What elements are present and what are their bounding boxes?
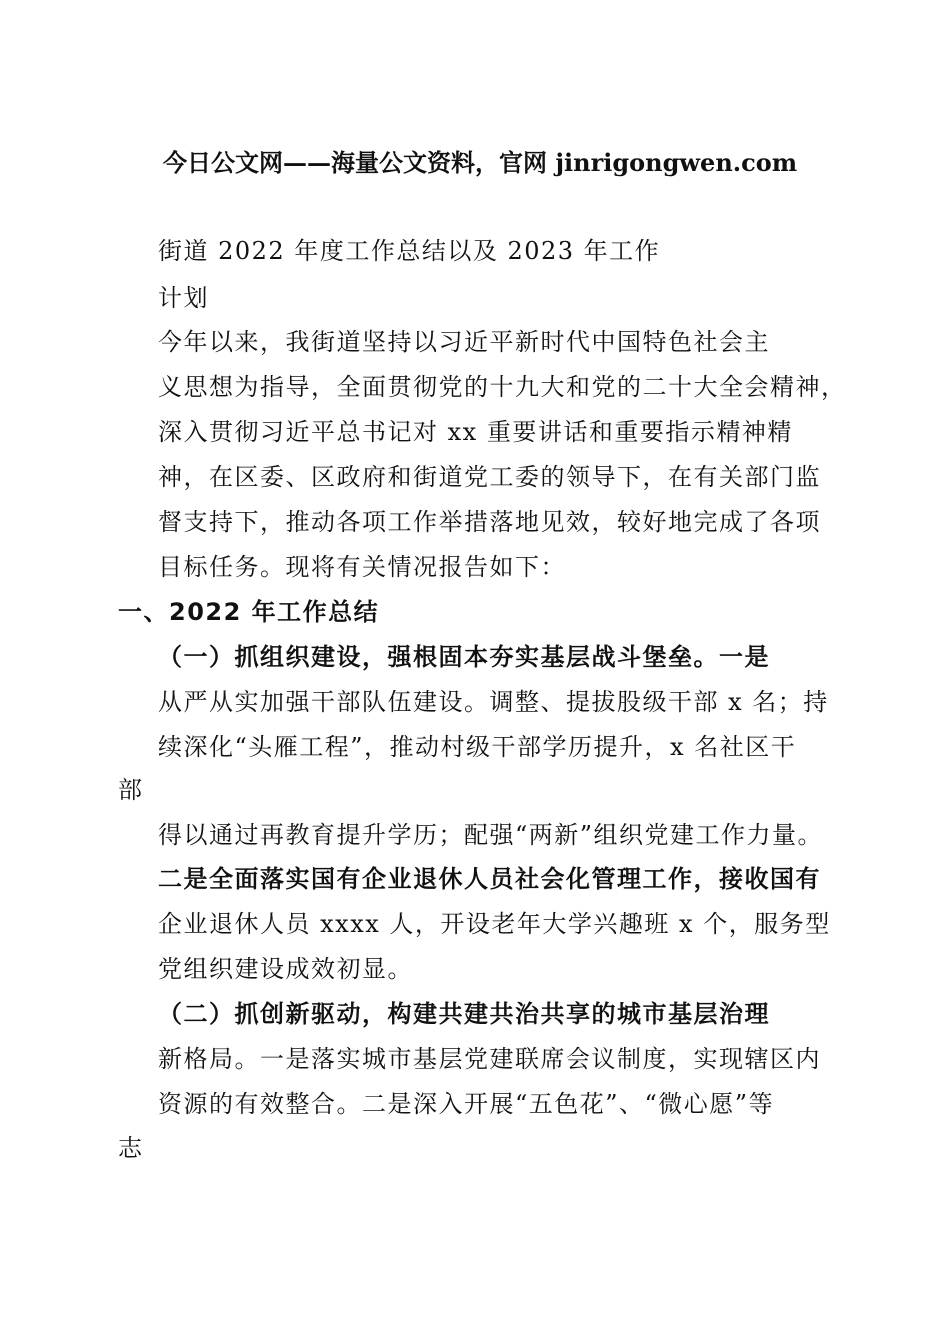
intro-line: 义思想为指导，全面贯彻党的十九大和党的二十大全会精神， xyxy=(158,373,847,401)
document-title-line-1: 街道 2022 年度工作总结以及 2023 年工作 xyxy=(158,237,661,265)
intro-line: 督支持下，推动各项工作举措落地见效，较好地完成了各项 xyxy=(158,508,821,536)
paragraph-line: 企业退休人员 xxxx 人，开设老年大学兴趣班 x 个，服务型 xyxy=(158,910,831,938)
paragraph-line: 续深化“头雁工程”，推动村级干部学历提升，x 名社区干 xyxy=(158,733,797,761)
paragraph-line: 从严从实加强干部队伍建设。调整、提拔股级干部 x 名；持 xyxy=(158,688,829,716)
subsection-heading-line: （一）抓组织建设，强根固本夯实基层战斗堡垒。一是 xyxy=(158,642,770,671)
paragraph-line: 二是全面落实国有企业退休人员社会化管理工作，接收国有 xyxy=(158,864,821,893)
paragraph-line: 得以通过再教育提升学历；配强“两新”组织党建工作力量。 xyxy=(158,821,824,849)
site-banner: 今日公文网——海量公文资料，官网 jinrigongwen.com xyxy=(163,148,798,177)
paragraph-line: 党组织建设成效初显。 xyxy=(158,955,413,983)
paragraph-line: 资源的有效整合。二是深入开展“五色花”、“微心愿”等 xyxy=(158,1090,775,1118)
subsection-heading-line: （二）抓创新驱动，构建共建共治共享的城市基层治理 xyxy=(158,999,770,1028)
section-heading: 一、2022 年工作总结 xyxy=(118,598,380,626)
document-title-line-2: 计划 xyxy=(158,284,209,312)
intro-line: 今年以来，我街道坚持以习近平新时代中国特色社会主 xyxy=(158,328,770,356)
paragraph-line: 新格局。一是落实城市基层党建联席会议制度，实现辖区内 xyxy=(158,1045,821,1073)
intro-line: 神，在区委、区政府和街道党工委的领导下，在有关部门监 xyxy=(158,463,821,491)
paragraph-line: 志 xyxy=(118,1134,144,1162)
intro-line: 目标任务。现将有关情况报告如下： xyxy=(158,553,566,581)
intro-line: 深入贯彻习近平总书记对 xx 重要讲话和重要指示精神精 xyxy=(158,418,793,446)
paragraph-line: 部 xyxy=(118,776,144,804)
